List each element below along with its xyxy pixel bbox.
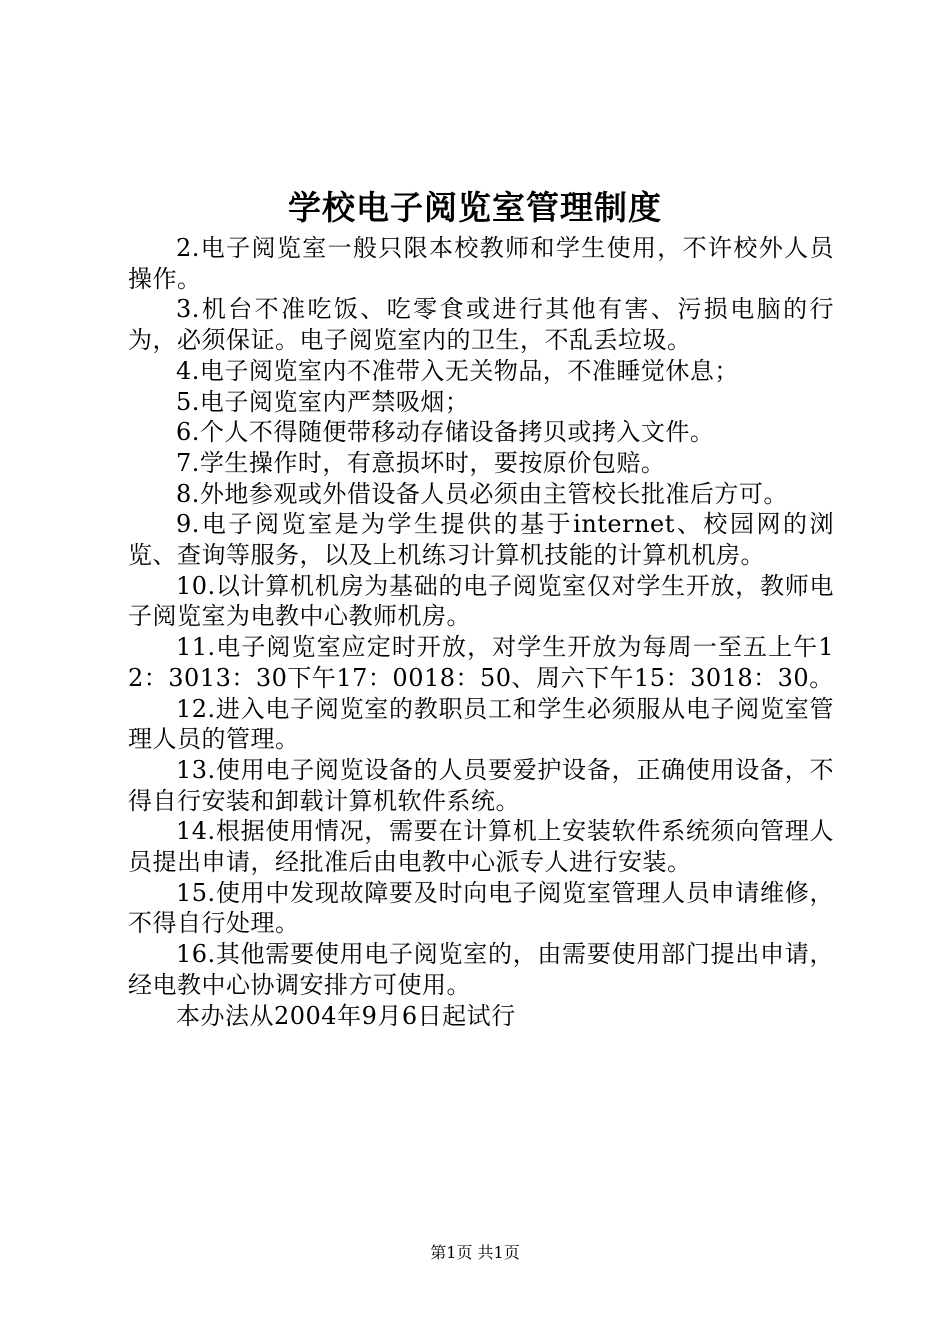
paragraph-rule-10: 10.以计算机机房为基础的电子阅览室仅对学生开放，教师电子阅览室为电教中心教师机房。 bbox=[128, 571, 834, 631]
paragraph-rule-11: 11.电子阅览室应定时开放，对学生开放为每周一至五上午12：3013：30下午17：0018：50、周六下午15：3018：30。 bbox=[128, 633, 834, 692]
paragraph-rule-15: 15.使用中发现故障要及时向电子阅览室管理人员申请维修，不得自行处理。 bbox=[128, 878, 834, 938]
paragraph-rule-13: 13.使用电子阅览设备的人员要爱护设备，正确使用设备，不得自行安装和卸载计算机软件系统。 bbox=[128, 755, 834, 815]
paragraph-rule-8: 8.外地参观或外借设备人员必须由主管校长批准后方可。 bbox=[176, 479, 788, 508]
paragraph-rule-14: 14.根据使用情况，需要在计算机上安装软件系统须向管理人员提出申请，经批准后由电教中心派专人进行安装。 bbox=[128, 817, 834, 877]
document-body bbox=[128, 233, 834, 1031]
paragraph-rule-2: 2.电子阅览室一般只限本校教师和学生使用，不许校外人员操作。 bbox=[128, 234, 834, 293]
paragraph-rule-5: 5.电子阅览室内严禁吸烟； bbox=[176, 387, 470, 416]
paragraph-rule-12: 12.进入电子阅览室的教职员工和学生必须服从电子阅览室管理人员的管理。 bbox=[128, 694, 834, 754]
paragraph-rule-3: 3.机台不准吃饭、吃零食或进行其他有害、污损电脑的行为，必须保证。电子阅览室内的卫生，不乱丢垃圾。 bbox=[128, 295, 834, 355]
paragraph-rule-7: 7.学生操作时，有意损坏时，要按原价包赔。 bbox=[176, 448, 666, 477]
paragraph-rule-4: 4.电子阅览室内不准带入无关物品，不准睡觉休息； bbox=[176, 356, 739, 385]
page-footer: 第1页 共1页 bbox=[430, 1243, 520, 1262]
paragraph-rule-16: 16.其他需要使用电子阅览室的，由需要使用部门提出申请，经电教中心协调安排方可使用。 bbox=[128, 940, 834, 999]
paragraph-rule-6: 6.个人不得随便带移动存储设备拷贝或拷入文件。 bbox=[176, 418, 715, 447]
paragraph-rule-9: 9.电子阅览室是为学生提供的基于internet、校园网的浏览、查询等服务，以及上机练习计算机技能的计算机机房。 bbox=[128, 510, 834, 570]
document-title: 学校电子阅览室管理制度 bbox=[288, 188, 662, 227]
paragraph-effective-date: 本办法从2004年9月6日起试行 bbox=[176, 1001, 516, 1030]
